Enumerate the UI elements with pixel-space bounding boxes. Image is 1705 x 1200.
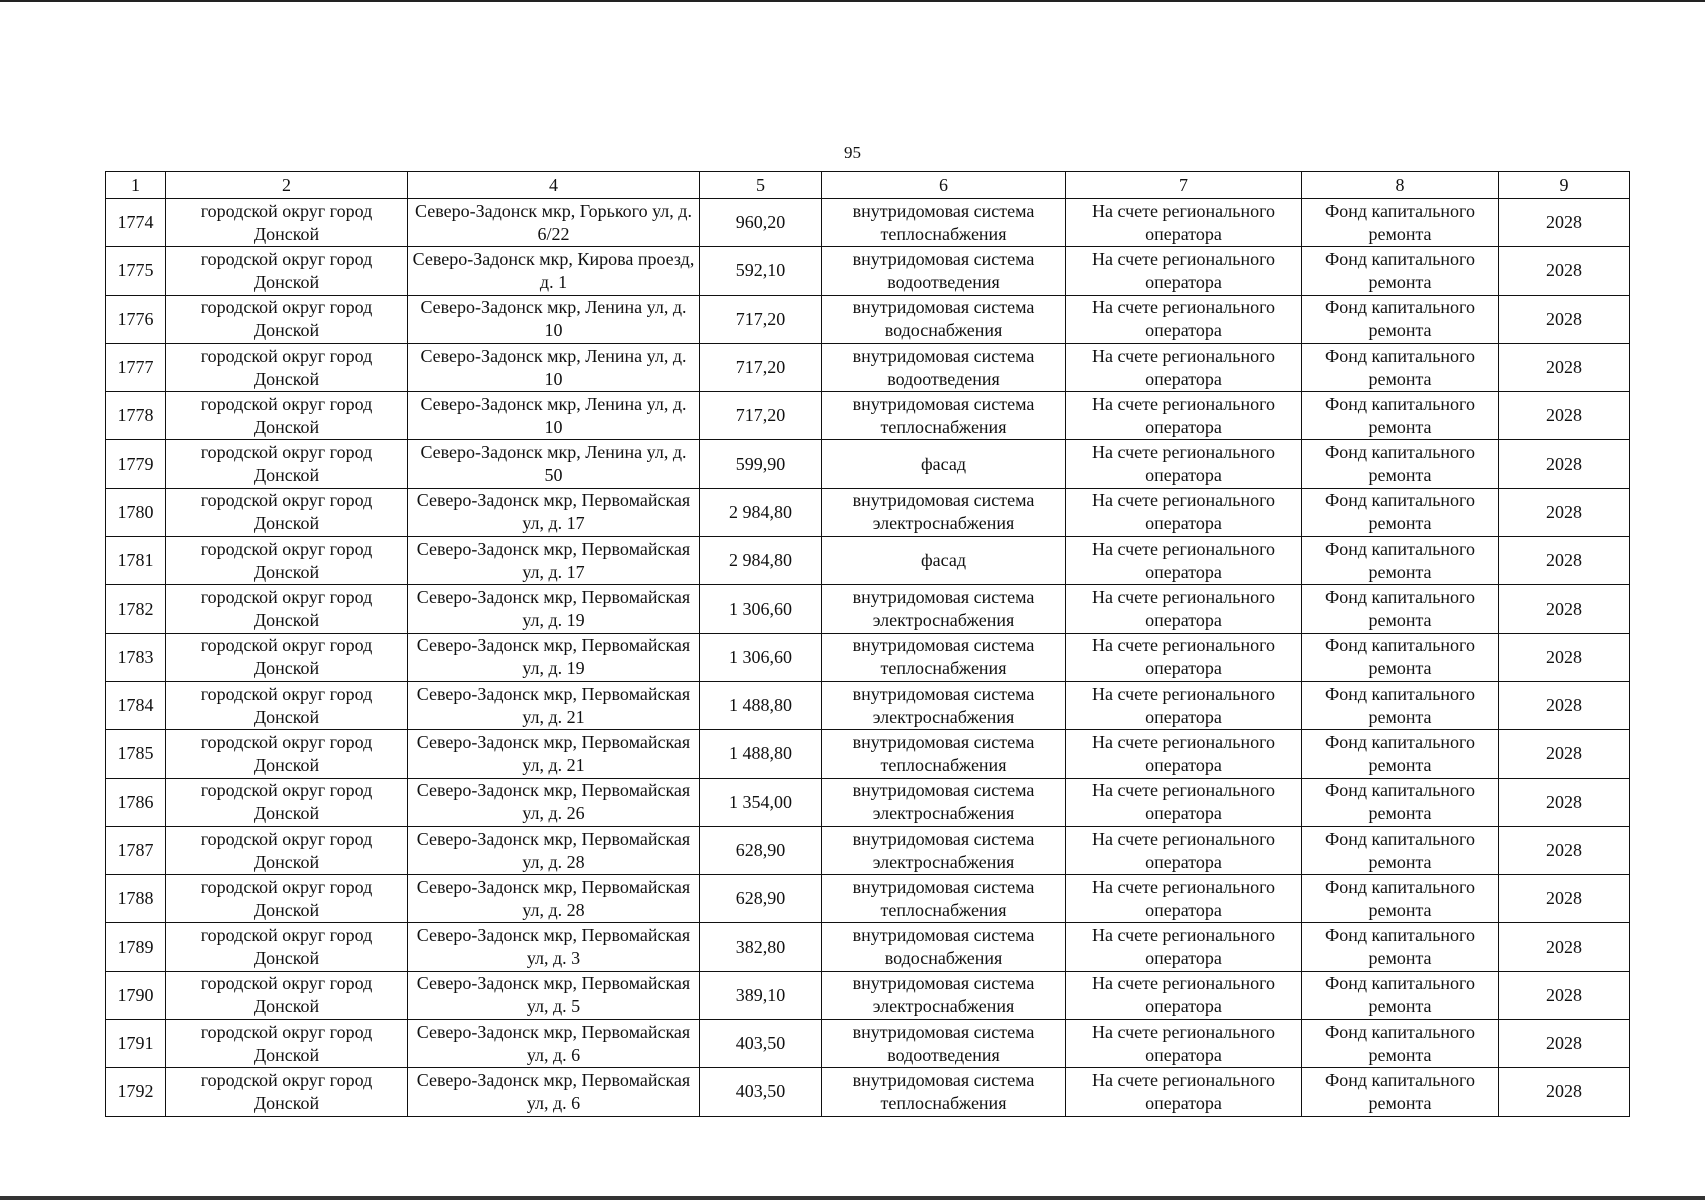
cell-funding-method: На счете регионального оператора	[1066, 730, 1302, 778]
table-row	[106, 875, 1630, 923]
cell-address: Северо-Задонск мкр, Ленина ул, д. 10	[408, 392, 700, 440]
cell-year: 2028	[1499, 392, 1630, 440]
table-row	[106, 488, 1630, 536]
cell-funding-source: Фонд капитального ремонта	[1302, 633, 1499, 681]
cell-work-type: внутридомовая система водоотведения	[822, 247, 1066, 295]
cell-area: 2 984,80	[700, 537, 822, 585]
cell-work-type: внутридомовая система водоснабжения	[822, 923, 1066, 971]
cell-row-number: 1777	[106, 343, 166, 391]
cell-funding-method: На счете регионального оператора	[1066, 971, 1302, 1019]
table-body	[106, 199, 1630, 1117]
cell-address: Северо-Задонск мкр, Ленина ул, д. 10	[408, 343, 700, 391]
cell-area: 628,90	[700, 826, 822, 874]
cell-funding-source: Фонд капитального ремонта	[1302, 488, 1499, 536]
cell-row-number: 1780	[106, 488, 166, 536]
cell-address: Северо-Задонск мкр, Первомайская ул, д. 17	[408, 537, 700, 585]
cell-area: 1 488,80	[700, 681, 822, 729]
column-header: 4	[408, 172, 700, 199]
cell-municipality: городской округ город Донской	[166, 295, 408, 343]
cell-funding-source: Фонд капитального ремонта	[1302, 971, 1499, 1019]
cell-address: Северо-Задонск мкр, Первомайская ул, д. 17	[408, 488, 700, 536]
cell-municipality: городской округ город Донской	[166, 440, 408, 488]
cell-funding-method: На счете регионального оператора	[1066, 875, 1302, 923]
cell-area: 2 984,80	[700, 488, 822, 536]
cell-row-number: 1783	[106, 633, 166, 681]
cell-row-number: 1785	[106, 730, 166, 778]
cell-year: 2028	[1499, 247, 1630, 295]
cell-work-type: внутридомовая система электроснабжения	[822, 488, 1066, 536]
cell-funding-method: На счете регионального оператора	[1066, 343, 1302, 391]
cell-area: 960,20	[700, 199, 822, 247]
cell-municipality: городской округ город Донской	[166, 1068, 408, 1116]
cell-municipality: городской округ город Донской	[166, 585, 408, 633]
header-row	[106, 172, 1630, 199]
cell-year: 2028	[1499, 537, 1630, 585]
cell-address: Северо-Задонск мкр, Первомайская ул, д. 26	[408, 778, 700, 826]
cell-municipality: городской округ город Донской	[166, 923, 408, 971]
table-row	[106, 537, 1630, 585]
cell-funding-source: Фонд капитального ремонта	[1302, 440, 1499, 488]
table-row	[106, 971, 1630, 1019]
cell-municipality: городской округ город Донской	[166, 537, 408, 585]
cell-work-type: внутридомовая система электроснабжения	[822, 971, 1066, 1019]
cell-funding-method: На счете регионального оператора	[1066, 923, 1302, 971]
table-row	[106, 1020, 1630, 1068]
cell-work-type: внутридомовая система теплоснабжения	[822, 633, 1066, 681]
cell-work-type: внутридомовая система теплоснабжения	[822, 730, 1066, 778]
cell-work-type: внутридомовая система теплоснабжения	[822, 392, 1066, 440]
cell-address: Северо-Задонск мкр, Первомайская ул, д. 28	[408, 875, 700, 923]
cell-funding-method: На счете регионального оператора	[1066, 1020, 1302, 1068]
cell-row-number: 1789	[106, 923, 166, 971]
cell-work-type: внутридомовая система электроснабжения	[822, 778, 1066, 826]
cell-row-number: 1792	[106, 1068, 166, 1116]
cell-funding-source: Фонд капитального ремонта	[1302, 730, 1499, 778]
cell-address: Северо-Задонск мкр, Первомайская ул, д. 21	[408, 730, 700, 778]
cell-municipality: городской округ город Донской	[166, 247, 408, 295]
cell-row-number: 1774	[106, 199, 166, 247]
cell-work-type: фасад	[822, 440, 1066, 488]
column-header: 1	[106, 172, 166, 199]
cell-address: Северо-Задонск мкр, Ленина ул, д. 10	[408, 295, 700, 343]
cell-year: 2028	[1499, 778, 1630, 826]
cell-year: 2028	[1499, 826, 1630, 874]
cell-year: 2028	[1499, 875, 1630, 923]
scan-top-edge	[0, 0, 1705, 2]
cell-work-type: фасад	[822, 537, 1066, 585]
cell-address: Северо-Задонск мкр, Первомайская ул, д. 5	[408, 971, 700, 1019]
cell-row-number: 1790	[106, 971, 166, 1019]
cell-funding-source: Фонд капитального ремонта	[1302, 295, 1499, 343]
cell-area: 717,20	[700, 392, 822, 440]
cell-municipality: городской округ город Донской	[166, 1020, 408, 1068]
cell-year: 2028	[1499, 633, 1630, 681]
cell-year: 2028	[1499, 488, 1630, 536]
cell-year: 2028	[1499, 343, 1630, 391]
cell-funding-source: Фонд капитального ремонта	[1302, 681, 1499, 729]
cell-municipality: городской округ город Донской	[166, 392, 408, 440]
column-header: 5	[700, 172, 822, 199]
cell-funding-source: Фонд капитального ремонта	[1302, 778, 1499, 826]
cell-funding-method: На счете регионального оператора	[1066, 537, 1302, 585]
scan-bottom-edge	[0, 1196, 1705, 1200]
column-header: 7	[1066, 172, 1302, 199]
table-row	[106, 826, 1630, 874]
cell-funding-source: Фонд капитального ремонта	[1302, 343, 1499, 391]
table-row	[106, 392, 1630, 440]
column-header: 2	[166, 172, 408, 199]
cell-area: 599,90	[700, 440, 822, 488]
table-row	[106, 730, 1630, 778]
page-number: 95	[844, 143, 861, 162]
cell-funding-source: Фонд капитального ремонта	[1302, 1020, 1499, 1068]
cell-row-number: 1791	[106, 1020, 166, 1068]
cell-row-number: 1776	[106, 295, 166, 343]
table-header	[106, 172, 1630, 199]
cell-area: 628,90	[700, 875, 822, 923]
cell-work-type: внутридомовая система электроснабжения	[822, 585, 1066, 633]
cell-funding-method: На счете регионального оператора	[1066, 295, 1302, 343]
cell-funding-source: Фонд капитального ремонта	[1302, 875, 1499, 923]
cell-year: 2028	[1499, 295, 1630, 343]
cell-municipality: городской округ город Донской	[166, 730, 408, 778]
cell-municipality: городской округ город Донской	[166, 875, 408, 923]
cell-row-number: 1787	[106, 826, 166, 874]
cell-row-number: 1781	[106, 537, 166, 585]
cell-funding-source: Фонд капитального ремонта	[1302, 247, 1499, 295]
cell-funding-source: Фонд капитального ремонта	[1302, 392, 1499, 440]
cell-address: Северо-Задонск мкр, Кирова проезд, д. 1	[408, 247, 700, 295]
cell-area: 403,50	[700, 1020, 822, 1068]
cell-year: 2028	[1499, 1068, 1630, 1116]
table-row	[106, 440, 1630, 488]
cell-row-number: 1784	[106, 681, 166, 729]
cell-municipality: городской округ город Донской	[166, 199, 408, 247]
cell-work-type: внутридомовая система теплоснабжения	[822, 199, 1066, 247]
cell-area: 1 306,60	[700, 585, 822, 633]
cell-funding-method: На счете регионального оператора	[1066, 392, 1302, 440]
table-row	[106, 633, 1630, 681]
cell-year: 2028	[1499, 923, 1630, 971]
cell-address: Северо-Задонск мкр, Первомайская ул, д. 19	[408, 585, 700, 633]
cell-municipality: городской округ город Донской	[166, 633, 408, 681]
cell-work-type: внутридомовая система электроснабжения	[822, 681, 1066, 729]
cell-address: Северо-Задонск мкр, Ленина ул, д. 50	[408, 440, 700, 488]
cell-funding-method: На счете регионального оператора	[1066, 681, 1302, 729]
cell-funding-source: Фонд капитального ремонта	[1302, 826, 1499, 874]
cell-work-type: внутридомовая система водоотведения	[822, 343, 1066, 391]
cell-address: Северо-Задонск мкр, Горького ул, д. 6/22	[408, 199, 700, 247]
cell-area: 382,80	[700, 923, 822, 971]
cell-funding-source: Фонд капитального ремонта	[1302, 199, 1499, 247]
cell-address: Северо-Задонск мкр, Первомайская ул, д. 6	[408, 1068, 700, 1116]
cell-funding-method: На счете регионального оператора	[1066, 585, 1302, 633]
cell-funding-source: Фонд капитального ремонта	[1302, 1068, 1499, 1116]
column-header: 6	[822, 172, 1066, 199]
cell-address: Северо-Задонск мкр, Первомайская ул, д. 19	[408, 633, 700, 681]
cell-municipality: городской округ город Донской	[166, 681, 408, 729]
cell-work-type: внутридомовая система теплоснабжения	[822, 1068, 1066, 1116]
cell-funding-method: На счете регионального оператора	[1066, 199, 1302, 247]
cell-area: 389,10	[700, 971, 822, 1019]
cell-address: Северо-Задонск мкр, Первомайская ул, д. 28	[408, 826, 700, 874]
cell-year: 2028	[1499, 585, 1630, 633]
table-row	[106, 778, 1630, 826]
cell-municipality: городской округ город Донской	[166, 826, 408, 874]
cell-area: 717,20	[700, 343, 822, 391]
cell-funding-source: Фонд капитального ремонта	[1302, 923, 1499, 971]
cell-work-type: внутридомовая система водоснабжения	[822, 295, 1066, 343]
cell-row-number: 1786	[106, 778, 166, 826]
cell-funding-source: Фонд капитального ремонта	[1302, 585, 1499, 633]
cell-funding-method: На счете регионального оператора	[1066, 488, 1302, 536]
cell-row-number: 1778	[106, 392, 166, 440]
cell-work-type: внутридомовая система электроснабжения	[822, 826, 1066, 874]
cell-municipality: городской округ город Донской	[166, 343, 408, 391]
cell-area: 1 488,80	[700, 730, 822, 778]
column-header: 9	[1499, 172, 1630, 199]
cell-funding-method: На счете регионального оператора	[1066, 826, 1302, 874]
table-row	[106, 295, 1630, 343]
cell-area: 717,20	[700, 295, 822, 343]
cell-municipality: городской округ город Донской	[166, 971, 408, 1019]
cell-address: Северо-Задонск мкр, Первомайская ул, д. 6	[408, 1020, 700, 1068]
cell-year: 2028	[1499, 681, 1630, 729]
cell-work-type: внутридомовая система водоотведения	[822, 1020, 1066, 1068]
table-row	[106, 1068, 1630, 1116]
cell-row-number: 1788	[106, 875, 166, 923]
table-row	[106, 585, 1630, 633]
cell-funding-method: На счете регионального оператора	[1066, 778, 1302, 826]
cell-funding-source: Фонд капитального ремонта	[1302, 537, 1499, 585]
cell-address: Северо-Задонск мкр, Первомайская ул, д. 3	[408, 923, 700, 971]
cell-area: 1 306,60	[700, 633, 822, 681]
cell-year: 2028	[1499, 440, 1630, 488]
register-table	[105, 171, 1630, 1117]
cell-row-number: 1775	[106, 247, 166, 295]
cell-year: 2028	[1499, 199, 1630, 247]
cell-year: 2028	[1499, 1020, 1630, 1068]
cell-row-number: 1779	[106, 440, 166, 488]
cell-row-number: 1782	[106, 585, 166, 633]
cell-municipality: городской округ город Донской	[166, 488, 408, 536]
cell-year: 2028	[1499, 971, 1630, 1019]
cell-area: 1 354,00	[700, 778, 822, 826]
table-row	[106, 247, 1630, 295]
table-row	[106, 343, 1630, 391]
cell-funding-method: На счете регионального оператора	[1066, 440, 1302, 488]
cell-work-type: внутридомовая система теплоснабжения	[822, 875, 1066, 923]
cell-year: 2028	[1499, 730, 1630, 778]
cell-area: 592,10	[700, 247, 822, 295]
cell-funding-method: На счете регионального оператора	[1066, 633, 1302, 681]
table-row	[106, 681, 1630, 729]
cell-address: Северо-Задонск мкр, Первомайская ул, д. 21	[408, 681, 700, 729]
table-row	[106, 199, 1630, 247]
cell-municipality: городской округ город Донской	[166, 778, 408, 826]
cell-funding-method: На счете регионального оператора	[1066, 1068, 1302, 1116]
table-row	[106, 923, 1630, 971]
column-header: 8	[1302, 172, 1499, 199]
cell-area: 403,50	[700, 1068, 822, 1116]
cell-funding-method: На счете регионального оператора	[1066, 247, 1302, 295]
